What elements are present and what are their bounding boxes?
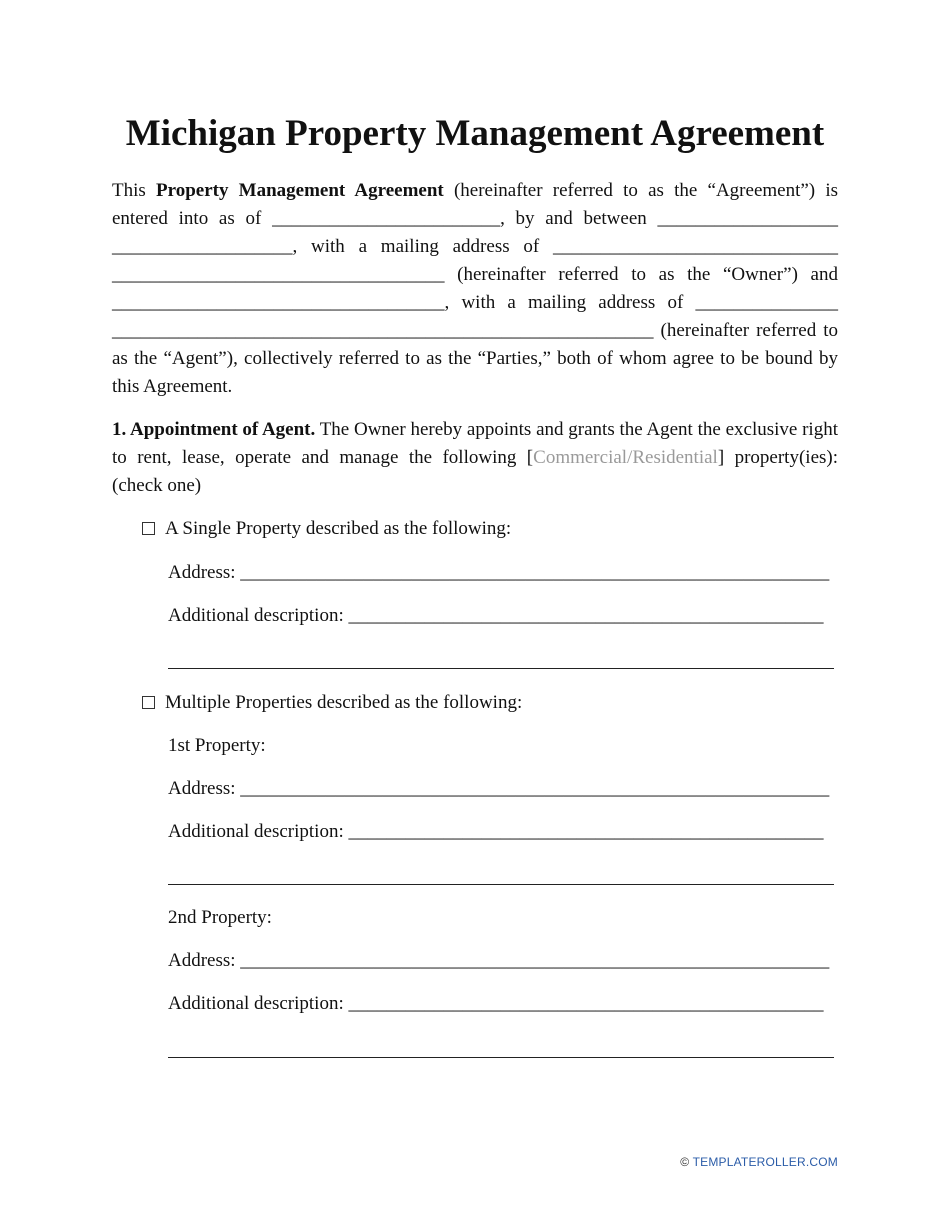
document-title: Michigan Property Management Agreement (125, 113, 825, 154)
single-property-label: A Single Property described as the following: (165, 518, 512, 539)
second-additional-line[interactable] (168, 1057, 834, 1058)
intro-paragraph (112, 177, 838, 401)
section-appointment (112, 416, 838, 500)
first-property-heading: 1st Property: (168, 735, 266, 756)
section-heading: 1. Appointment of Agent. (112, 419, 316, 440)
agreement-name: Property Management Agreement (156, 180, 444, 201)
first-additional-field[interactable]: Additional description: __________________________________________________ (168, 821, 824, 842)
multiple-properties-checkbox[interactable] (142, 696, 155, 709)
footer-credit (680, 1155, 838, 1169)
single-address-field[interactable]: Address: ______________________________________________________________ (168, 562, 830, 583)
second-property-heading: 2nd Property: (168, 907, 272, 928)
single-additional-field[interactable]: Additional description: __________________________________________________ (168, 605, 824, 626)
first-address-field[interactable]: Address: ______________________________________________________________ (168, 778, 830, 799)
templateroller-link[interactable]: TEMPLATEROLLER.COM (692, 1155, 838, 1169)
multiple-properties-label: Multiple Properties described as the following: (165, 692, 523, 713)
multiple-properties-option (142, 689, 522, 717)
intro-text-rest: (hereinafter referred to as the “Agreement”) is entered into as of ________________________, by and between ___________________ ___________________, with a mailing address of ______________________________ ___________________________________ (hereinafter referred to as the “Owner”) and ___________________________________, with a mailing address of _______________ _________________________________________________________ (hereinafter referred to as the “Agent”), collectively referred to as the “Parties,” both of whom agree to be bound by this Agreement. (112, 180, 839, 397)
single-additional-line[interactable] (168, 668, 834, 669)
single-property-option (142, 515, 511, 543)
section-text-a: The Owner hereby appoints and grants the Agent the exclusive right to rent, lease, operate and manage the following [ (112, 419, 838, 468)
section-text-b: ] property(ies): (check one) (112, 447, 838, 496)
first-additional-line[interactable] (168, 884, 834, 885)
copyright-symbol: © (680, 1155, 690, 1169)
intro-text-start: This (112, 180, 156, 201)
second-address-field[interactable]: Address: ______________________________________________________________ (168, 950, 830, 971)
second-additional-field[interactable]: Additional description: __________________________________________________ (168, 993, 824, 1014)
single-property-checkbox[interactable] (142, 522, 155, 535)
property-type-placeholder[interactable]: Commercial/Residential (533, 447, 718, 468)
